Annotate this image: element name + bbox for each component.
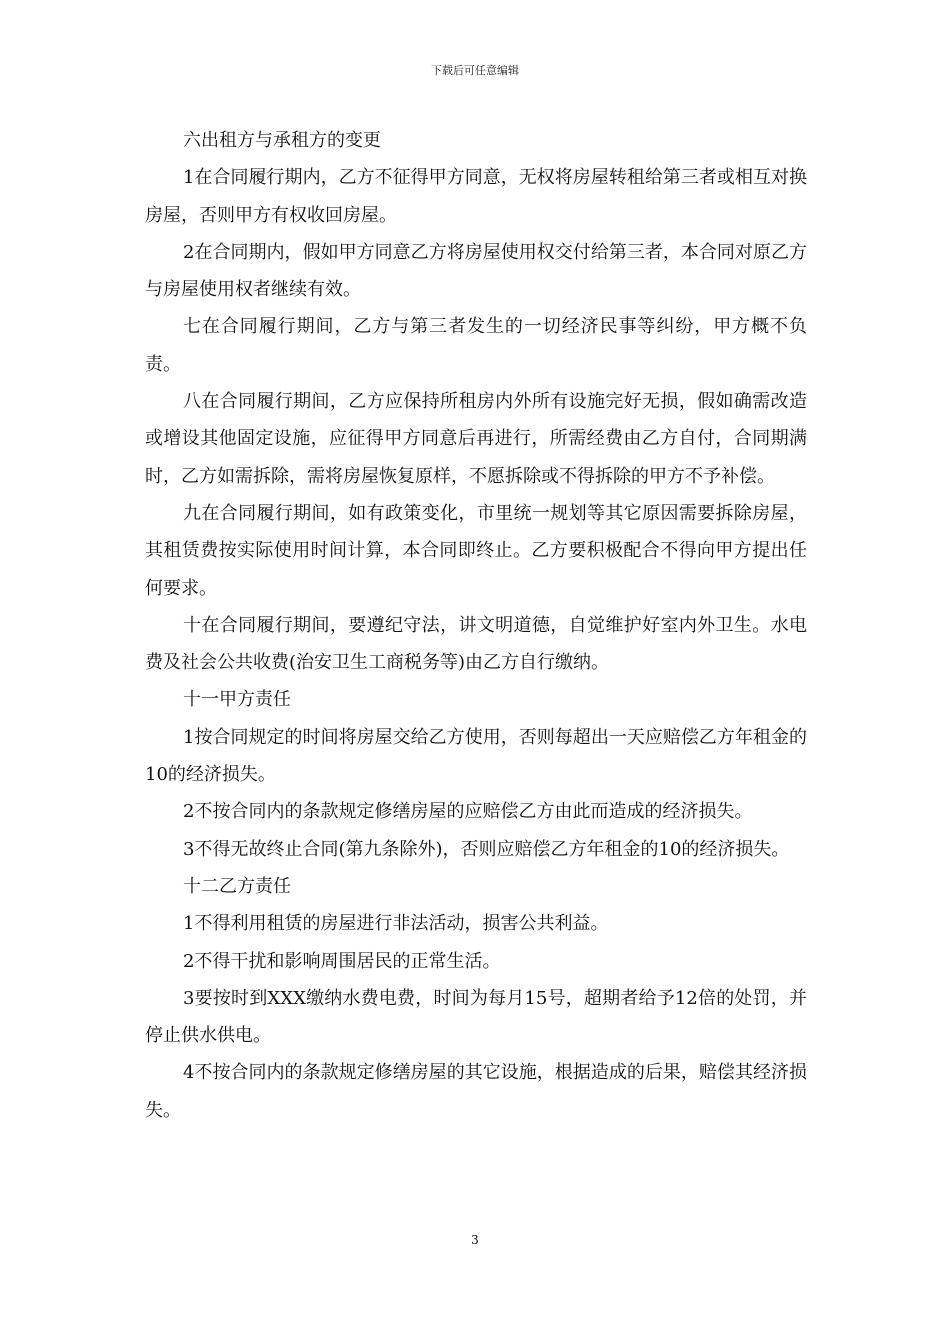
clause-12-2: 2不得干扰和影响周围居民的正常生活。 (183, 950, 501, 972)
clause-8: 八在合同履行期间，乙方应保持所租房内外所有设施完好无损，假如确需改造或增设其他固定设施，应征得甲方同意后再进行，所需经费由乙方自付，合同期满时，乙方如需拆除，需将房屋恢复原样，不愿拆除或不得拆除的甲方不予补偿。 (145, 391, 807, 487)
clause-12-3: 3要按时到XXX缴纳水费电费，时间为每月15号，超期者给予12倍的处罚，并停止供水供电。 (145, 987, 807, 1047)
clause-6-2: 2在合同期内，假如甲方同意乙方将房屋使用权交付给第三者，本合同对原乙方与房屋使用权者继续有效。 (145, 241, 807, 301)
clause-11-1: 1按合同规定的时间将房屋交给乙方使用，否则每超出一天应赔偿乙方年租金的10的经济损失。 (145, 726, 807, 786)
clause-9: 九在合同履行期间，如有政策变化，市里统一规划等其它原因需要拆除房屋，其租赁费按实际使用时间计算，本合同即终止。乙方要积极配合不得向甲方提出任何要求。 (145, 502, 807, 599)
clause-11-2: 2不按合同内的条款规定修缮房屋的应赔偿乙方由此而造成的经济损失。 (183, 801, 753, 823)
clause-10: 十在合同履行期间，要遵纪守法，讲文明道德，自觉维护好室内外卫生。水电费及社会公共收费(治安卫生工商税务等)由乙方自行缴纳。 (145, 614, 807, 674)
page-number: 3 (471, 1233, 479, 1247)
clause-12-4: 4不按合同内的条款规定修缮房屋的其它设施，根据造成的后果，赔偿其经济损失。 (145, 1062, 807, 1121)
clause-12-1: 1不得利用租赁的房屋进行非法活动，损害公共利益。 (183, 913, 609, 935)
clause-7: 七在合同履行期间，乙方与第三者发生的一切经济民事等纠纷，甲方概不负责。 (145, 316, 807, 375)
page-header-note: 下载后可任意编辑 (431, 64, 519, 77)
section-heading-11: 十一甲方责任 (183, 689, 291, 711)
clause-11-3: 3不得无故终止合同(第九条除外)，否则应赔偿乙方年租金的10的经济损失。 (183, 838, 790, 860)
section-heading-12: 十二乙方责任 (183, 875, 291, 897)
clause-6-1: 1在合同履行期内，乙方不征得甲方同意，无权将房屋转租给第三者或相互对换房屋，否则甲方有权收回房屋。 (145, 167, 807, 226)
section-heading-6: 六出租方与承租方的变更 (183, 130, 381, 151)
document-body (145, 122, 807, 1129)
